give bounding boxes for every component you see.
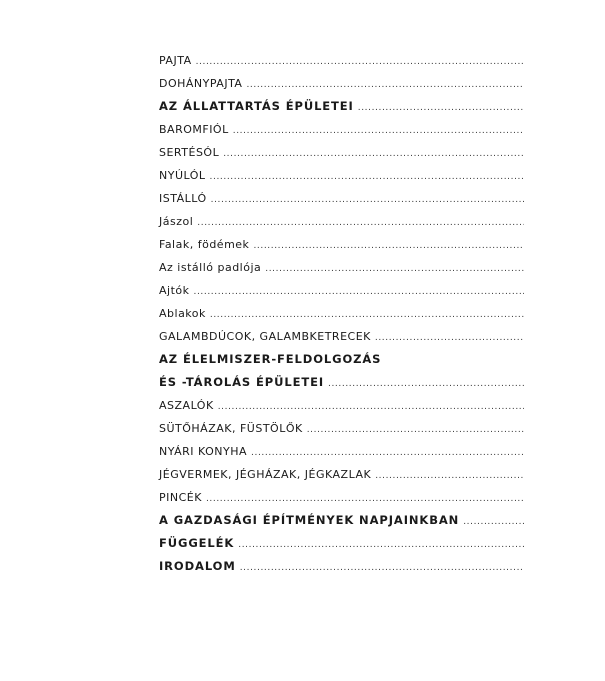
toc-section-title: AZ ÁLLATTARTÁS ÉPÜLETEI [159,99,354,113]
toc-entry-sutohazak [159,417,524,440]
dot-leader [253,235,524,258]
toc-entry-pajta [159,49,524,72]
toc-entry-title: ISTÁLLÓ [159,192,207,205]
dot-leader [194,281,525,304]
dot-leader [211,189,524,212]
toc-entry-jegvermek [159,463,524,486]
toc-entry-ablakok [159,302,524,325]
toc-entry-serteso [159,141,524,164]
dot-leader [196,51,524,74]
dot-leader [358,97,524,120]
toc-entry-istallo [159,187,524,210]
dot-leader [307,419,524,442]
toc-entry-jaszol [159,210,524,233]
toc-entry-title: NYÁRI KONYHA [159,445,248,458]
dot-leader [210,304,524,327]
toc-section-fuggelek [159,532,524,555]
toc-section-irodalom [159,555,524,578]
toc-section-allattartas [159,95,524,118]
dot-leader [210,166,524,189]
toc-section-title: AZ ÉLELMISZER-FELDOLGOZÁS [159,352,382,366]
toc-entry-pincek [159,486,524,509]
toc-entry-dohanypajta [159,72,524,95]
toc-entry-istallo-padloja [159,256,524,279]
toc-section-elelmiszer-line2 [159,371,524,394]
toc-section-title: FÜGGELÉK [159,536,235,550]
toc-section-gazdasagi-epitmenyek [159,509,524,532]
dot-leader [265,258,524,281]
toc-entry-title: Jászol [159,215,194,228]
toc-section-title: A GAZDASÁGI ÉPÍTMÉNYEK NAPJAINKBAN [159,513,460,527]
toc-entry-title: PINCÉK [159,491,202,504]
dot-leader [218,396,524,419]
toc-entry-galambducok [159,325,524,348]
dot-leader [197,212,524,235]
toc-entry-title: Az istálló padlója [159,261,262,274]
dot-leader [233,120,524,143]
toc-entry-ajtok [159,279,524,302]
toc-entry-title: Ajtók [159,284,190,297]
toc-entry-nyari-konyha [159,440,524,463]
toc-entry-title: Falak, födémek [159,238,250,251]
dot-leader [328,373,524,396]
toc-entry-title: SÜTŐHÁZAK, FÜSTÖLŐK [159,422,303,435]
toc-entry-title: JÉGVERMEK, JÉGHÁZAK, JÉGKAZLAK [159,468,372,481]
dot-leader [206,488,524,511]
toc-entry-title: Ablakok [159,307,206,320]
toc-entry-title: SERTÉSÓL [159,146,220,159]
toc-section-elelmiszer-line1 [159,348,524,371]
toc-entry-title: ASZALÓK [159,399,214,412]
toc-entry-title: BAROMFIÓL [159,123,229,136]
toc-entry-title: DOHÁNYPAJTA [159,77,243,90]
dot-leader [246,74,524,97]
dot-leader [375,327,524,350]
dot-leader [375,465,524,488]
toc-entry-title: NYÚLÓL [159,169,206,182]
toc-entry-title: GALAMBDÚCOK, GALAMBKETRECEK [159,330,371,343]
toc-entry-baromfiol [159,118,524,141]
dot-leader [223,143,524,166]
dot-leader [238,534,524,557]
toc-entry-nyulol [159,164,524,187]
toc-entry-falak-fodemek [159,233,524,256]
dot-leader [463,511,524,534]
toc-entry-aszalok [159,394,524,417]
toc-entry-title: PAJTA [159,54,192,67]
toc-section-title: ÉS -TÁROLÁS ÉPÜLETEI [159,375,325,389]
table-of-contents [159,49,524,578]
toc-section-title: IRODALOM [159,559,236,573]
dot-leader [251,442,524,465]
dot-leader [240,557,524,580]
